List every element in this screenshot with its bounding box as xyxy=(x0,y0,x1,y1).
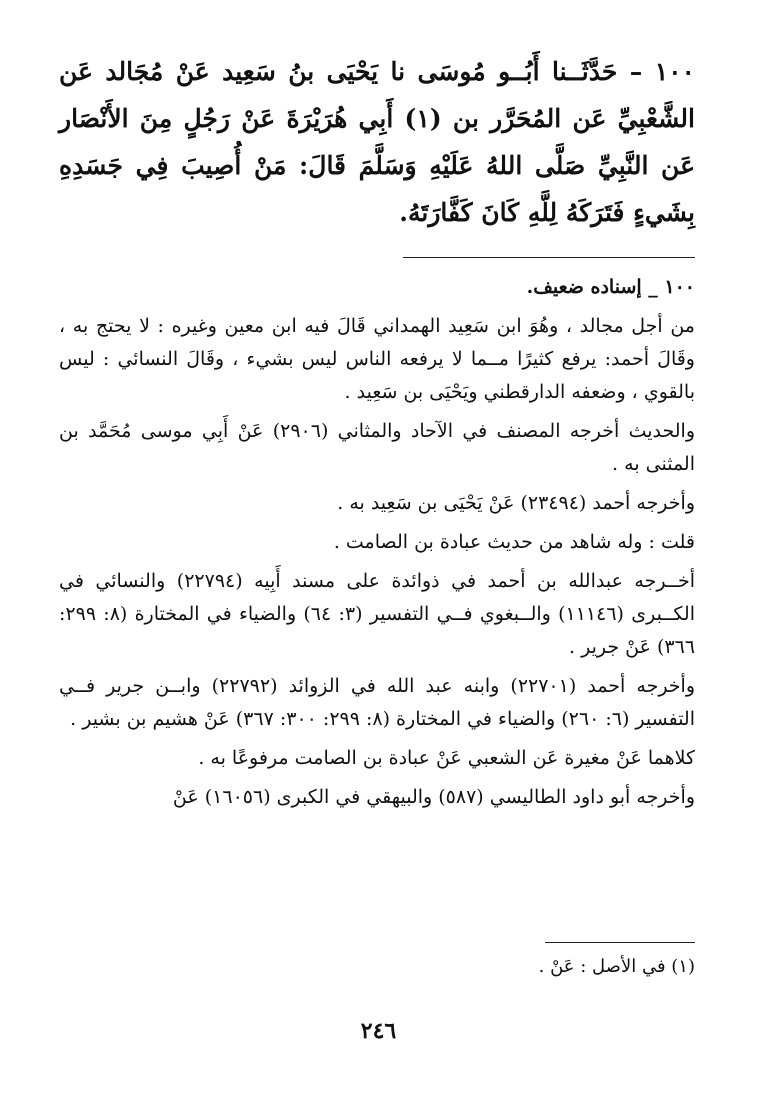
commentary-paragraph: وأخرجه أحمد (٢٢٧٠١) وابنه عبد الله في الزوائد (٢٢٧٩٢) وابــن جرير فــي التفسير (٦: ٢٦٠) والضياء في المختارة (٨: ٢٩٩: ٣٠٠: ٣٦٧) عَنْ هشيم بن بشير . xyxy=(59,675,696,730)
commentary-paragraph: وأخرجه أحمد (٢٣٤٩٤) عَنْ يَحْيَى بن سَعِيد به . xyxy=(337,492,695,514)
commentary-paragraph: من أجل مجالد ، وهُوَ ابن سَعِيد الهمداني قَالَ فيه ابن معين وغيره : لا يحتج به ، وقَالَ أحمد: يرفع كثيرًا مــما لا يرفعه الناس ليس بشيء ، وقَالَ النسائي : ليس بالقوي ، وضعفه الدارقطني ويَحْيَى بن سَعِيد . xyxy=(59,315,695,403)
commentary-section xyxy=(59,271,695,820)
main-separator-line xyxy=(403,257,695,258)
footnote: (١) في الأصل : عَنْ . xyxy=(538,956,695,977)
commentary-paragraph: قلت : وله شاهد من حديث عبادة بن الصامت . xyxy=(333,531,695,553)
commentary-paragraph: أخــرجه عبدالله بن أحمد في ذوائدة على مسند أَبِيه (٢٢٧٩٤) والنسائي في الكــبرى (١١١٤٦) والــبغوي فــي التفسير (٣: ٦٤) والضياء في المختارة (٨: ٢٩٩: ٣٦٦) عَنْ جرير . xyxy=(59,570,695,658)
page-number: ٢٤٦ xyxy=(360,1018,397,1044)
commentary-paragraph: وأخرجه أبو داود الطاليسي (٥٨٧) والبيهقي في الكبرى (١٦٠٥٦) عَنْ xyxy=(172,786,695,808)
commentary-heading: ١٠٠ _ إسناده ضعيف. xyxy=(526,276,695,298)
hadith-text: ١٠٠ – حَدَّثَــنا أَبُــو مُوسَى نا يَحْيَى بنُ سَعِيد عَنْ مُجَالد عَن الشَّعْبِيِّ عَن المُحَرَّر بن (١) أَبِي هُرَيْرَةَ عَنْ رَجُلٍ مِنَ الأَنْصَار عَن النَّبِيِّ صَلَّى اللهُ عَلَيْهِ وَسَلَّمَ قَالَ: مَنْ أُصِيبَ فِي جَسَدِهِ بِشَيءٍ فَتَرَكَهُ لِلَّهِ كَانَ كَفَّارَتَهُ. xyxy=(59,57,695,227)
footnote-separator-line xyxy=(545,942,695,943)
commentary-paragraph: كلاهما عَنْ مغيرة عَن الشعبي عَنْ عبادة بن الصامت مرفوعًا به . xyxy=(198,747,695,769)
commentary-paragraph: والحديث أخرجه المصنف في الآحاد والمثاني (٢٩٠٦) عَنْ أَبِي موسى مُحَمَّد بن المثنى به . xyxy=(59,420,695,475)
